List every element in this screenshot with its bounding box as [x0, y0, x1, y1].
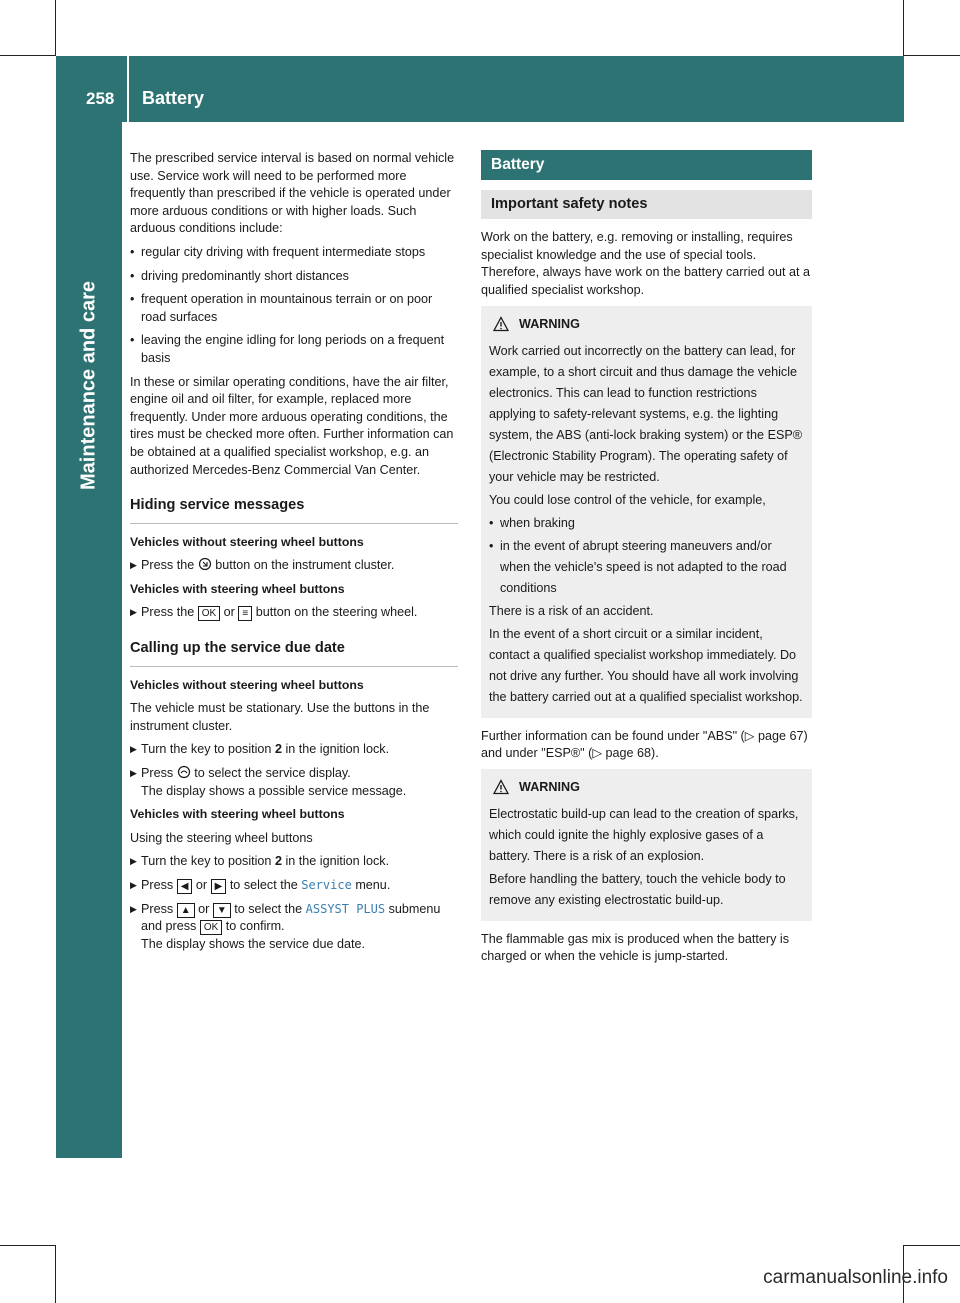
paragraph: Using the steering wheel buttons: [130, 830, 313, 845]
section-title-bar: Battery: [481, 150, 812, 180]
right-arrow-key-icon: ▶: [211, 879, 227, 894]
crop-mark: [904, 55, 960, 56]
subheading: Vehicles without steering wheel buttons: [130, 677, 364, 692]
warning-label: WARNING: [519, 779, 580, 794]
down-arrow-key-icon: ▼: [213, 903, 231, 918]
action-step: ▶ Press the button on the instrument cluster.: [130, 557, 458, 575]
left-arrow-key-icon: ◀: [177, 879, 193, 894]
warning-box: WARNING Electrostatic build-up can lead to the creation of sparks, which could ignite the highly explosive gases of a battery. There is a risk of an explosion. Before handling the battery, touch the vehicle body to remove any existing electrostatic build-up.: [481, 769, 812, 921]
closing-paragraph: The flammable gas mix is produced when the battery is charged or when the vehicle is jump-started.: [481, 931, 789, 964]
subheading: Vehicles without steering wheel buttons: [130, 534, 364, 549]
watermark: carmanualsonline.info: [763, 1267, 948, 1288]
paragraph: The vehicle must be stationary. Use the buttons in the instrument cluster.: [130, 701, 430, 733]
warning-triangle-icon: [493, 779, 509, 795]
action-step: ▶ Turn the key to position 2 in the ignition lock.: [130, 741, 458, 759]
action-step: ▶ Press the OK or ≡ button on the steering wheel.: [130, 604, 458, 622]
subsection-title-bar: Important safety notes: [481, 190, 812, 220]
crop-mark: [55, 1245, 56, 1303]
action-step: ▶ Press ▲ or ▼ to select the ASSYST PLUS submenu and press OK to confirm. The display shows the service due date.: [130, 901, 458, 954]
page-number: 258: [86, 89, 115, 108]
right-column: [481, 150, 812, 972]
ok-key: OK: [200, 920, 222, 935]
warning-box: WARNING Work carried out incorrectly on the battery can lead, for example, to a short circuit and thus damage the vehicle electronics. This can lead to function restrictions applying to safety-relevant systems, e.g. the lighting system, the ABS (anti-lock braking system) or the ESP® (Electronic Stability Program). The operating safety of your vehicle may be restricted. You could lose control of the vehicle, for example, • when braking • in the event of abrupt steering maneuvers and/or when the vehicle's speed is not adapted to the road conditions There is a risk of an accident. In the event of a short circuit or a similar incident, contact a qualified specialist workshop immediately. Do not drive any further. You should have all work involving the battery carried out at a qualified specialist workshop.: [481, 306, 812, 718]
subheading: Vehicles with steering wheel buttons: [130, 581, 345, 596]
action-step: ▶ Press to select the service display. The display shows a possible service message.: [130, 765, 458, 800]
further-info: Further information can be found under "ABS" (▷ page 67) and under "ESP®" (▷ page 68).: [481, 728, 808, 761]
back-key-icon: ≡: [238, 606, 252, 621]
warning-triangle-icon: [493, 316, 509, 332]
list-item: • regular city driving with frequent intermediate stops: [130, 244, 458, 262]
battery-intro: Work on the battery, e.g. removing or installing, requires specialist knowledge and the use of special tools. Therefore, always have work on the battery carried out at a qualified specialist workshop.: [481, 230, 811, 297]
page-header: [56, 56, 904, 122]
list-item: • when braking: [489, 513, 804, 534]
ok-key: OK: [198, 606, 220, 621]
crop-mark: [55, 0, 56, 56]
chapter-tab: Maintenance and care: [56, 122, 122, 1158]
service-paragraph: In these or similar operating conditions, have the air filter, engine oil and oil filter, for example, replaced more frequently. Under more arduous operating conditions, the tires must be checked more often. Further information can be obtained at a qualified specialist workshop, e.g. an authorized Mercedes-Benz Commercial Van Center.: [130, 374, 454, 477]
crop-mark: [0, 55, 56, 56]
list-item: • frequent operation in mountainous terrain or on poor road surfaces: [130, 291, 458, 326]
warning-label: WARNING: [519, 316, 580, 331]
action-step: ▶ Press ◀ or ▶ to select the Service menu.: [130, 877, 458, 895]
service-intro: The prescribed service interval is based on normal vehicle use. Service work will need to be performed more frequently than prescribed if the vehicle is operated under more arduous conditions or with higher loads. Such arduous conditions include:: [130, 151, 455, 236]
crop-mark: [0, 1245, 56, 1246]
crop-mark: [903, 0, 904, 56]
page-title: Battery: [142, 88, 205, 108]
left-column: [130, 150, 458, 959]
section-heading-calling: Calling up the service due date: [130, 640, 458, 667]
display-button-icon: [177, 765, 191, 779]
reset-button-icon: [198, 557, 212, 571]
section-heading-hiding: Hiding service messages: [130, 497, 458, 524]
subheading: Vehicles with steering wheel buttons: [130, 807, 345, 822]
list-item: • driving predominantly short distances: [130, 268, 458, 286]
list-item: • leaving the engine idling for long periods on a frequent basis: [130, 332, 458, 367]
up-arrow-key-icon: ▲: [177, 903, 195, 918]
list-item: • in the event of abrupt steering maneuvers and/or when the vehicle's speed is not adapted to the road conditions: [489, 536, 804, 599]
crop-mark: [904, 1245, 960, 1246]
header-divider: [127, 56, 129, 122]
action-step: ▶ Turn the key to position 2 in the ignition lock.: [130, 853, 458, 871]
